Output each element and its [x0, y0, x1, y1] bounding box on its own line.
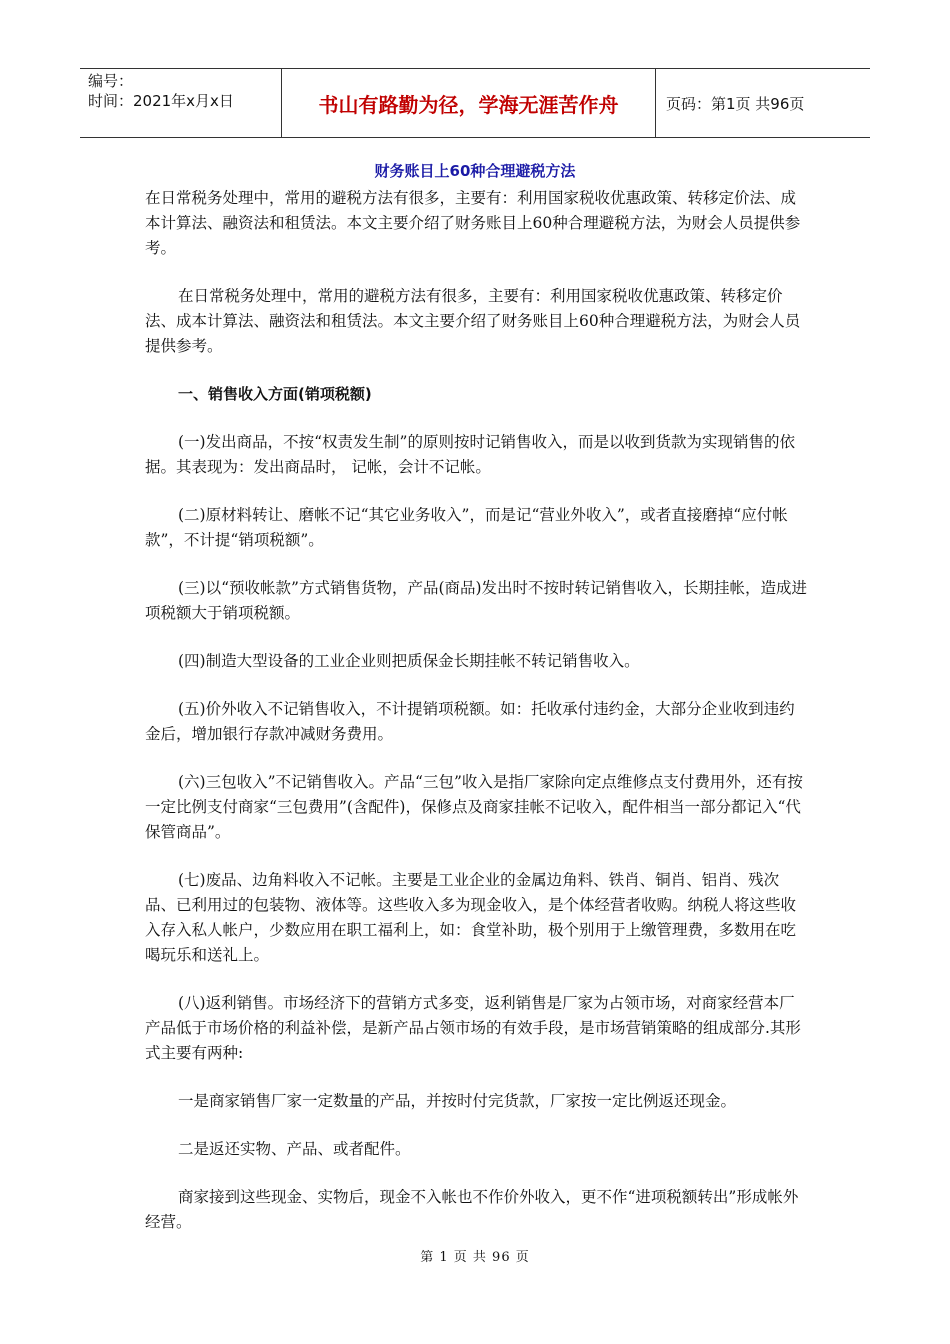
paragraph: (五)价外收入不记销售收入，不计提销项税额。如：托收承付违约金，大部分企业收到违约金后，增加银行存款冲减财务费用。 — [145, 700, 795, 743]
paragraph: 商家接到这些现金、实物后，现金不入帐也不作价外收入，更不作“进项税额转出”形成帐外经营。 — [145, 1188, 799, 1231]
document-body — [145, 186, 810, 1258]
document-title: 财务账目上60种合理避税方法 — [374, 162, 576, 180]
paragraph: (六)三包收入”不记销售收入。产品“三包”收入是指厂家除向定点维修点支付费用外，还有按一定比例支付商家“三包费用”(含配件)，保修点及商家挂帐不记收入，配件相当一部分都记入“代保管商品”。 — [145, 773, 803, 841]
paragraph: (二)原材料转让、磨帐不记“其它业务收入”，而是记“营业外收入”，或者直接磨掉“应付帐款”，不计提“销项税额”。 — [145, 506, 788, 549]
paragraph: (七)废品、边角料收入不记帐。主要是工业企业的金属边角料、铁肖、铜肖、铝肖、残次品、已利用过的包装物、液体等。这些收入多为现金收入，是个体经营者收购。纳税人将这些收入存入私人帐户，少数应用在职工福利上，如：食堂补助，极个别用于上缴管理费，多数用在吃喝玩乐和送礼上。 — [145, 871, 797, 964]
header-page-info: 页码：第1页 共96页 — [666, 94, 805, 113]
header-motto: 书山有路勤为径，学海无涯苦作舟 — [282, 69, 656, 137]
serial-label: 编号： — [88, 72, 134, 90]
paragraph: (三)以“预收帐款”方式销售货物，产品(商品)发出时不按时转记销售收入，长期挂帐，造成进项税额大于销项税额。 — [145, 579, 808, 622]
header-meta — [80, 69, 282, 137]
section-heading: 一、销售收入方面(销项税额) — [178, 385, 372, 403]
paragraph: 在日常税务处理中，常用的避税方法有很多，主要有：利用国家税收优惠政策、转移定价法、成本计算法、融资法和租赁法。本文主要介绍了财务账目上60种合理避税方法，为财会人员提供参考。 — [145, 287, 801, 355]
paragraph: (一)发出商品，不按“权责发生制”的原则按时记销售收入，而是以收到货款为实现销售的依据。其表现为：发出商品时， 记帐，会计不记帐。 — [145, 433, 795, 476]
paragraph: 二是返还实物、产品、或者配件。 — [178, 1140, 411, 1158]
paragraph: (八)返利销售。市场经济下的营销方式多变，返利销售是厂家为占领市场，对商家经营本厂产品低于市场价格的利益补偿，是新产品占领市场的有效手段，是市场营销策略的组成部分.其形式主要有两种: — [145, 994, 801, 1062]
page-footer: 第 1 页 共 96 页 — [420, 1250, 530, 1265]
document-header — [80, 68, 870, 138]
paragraph-intro: 在日常税务处理中，常用的避税方法有很多，主要有：利用国家税收优惠政策、转移定价法、成本计算法、融资法和租赁法。本文主要介绍了财务账目上60种合理避税方法，为财会人员提供参考。 — [145, 189, 801, 257]
paragraph: 一是商家销售厂家一定数量的产品，并按时付完货款，厂家按一定比例返还现金。 — [178, 1092, 737, 1110]
time-label: 时间：2021年x月x日 — [88, 92, 234, 110]
paragraph: (四)制造大型设备的工业企业则把质保金长期挂帐不转记销售收入。 — [178, 652, 640, 670]
